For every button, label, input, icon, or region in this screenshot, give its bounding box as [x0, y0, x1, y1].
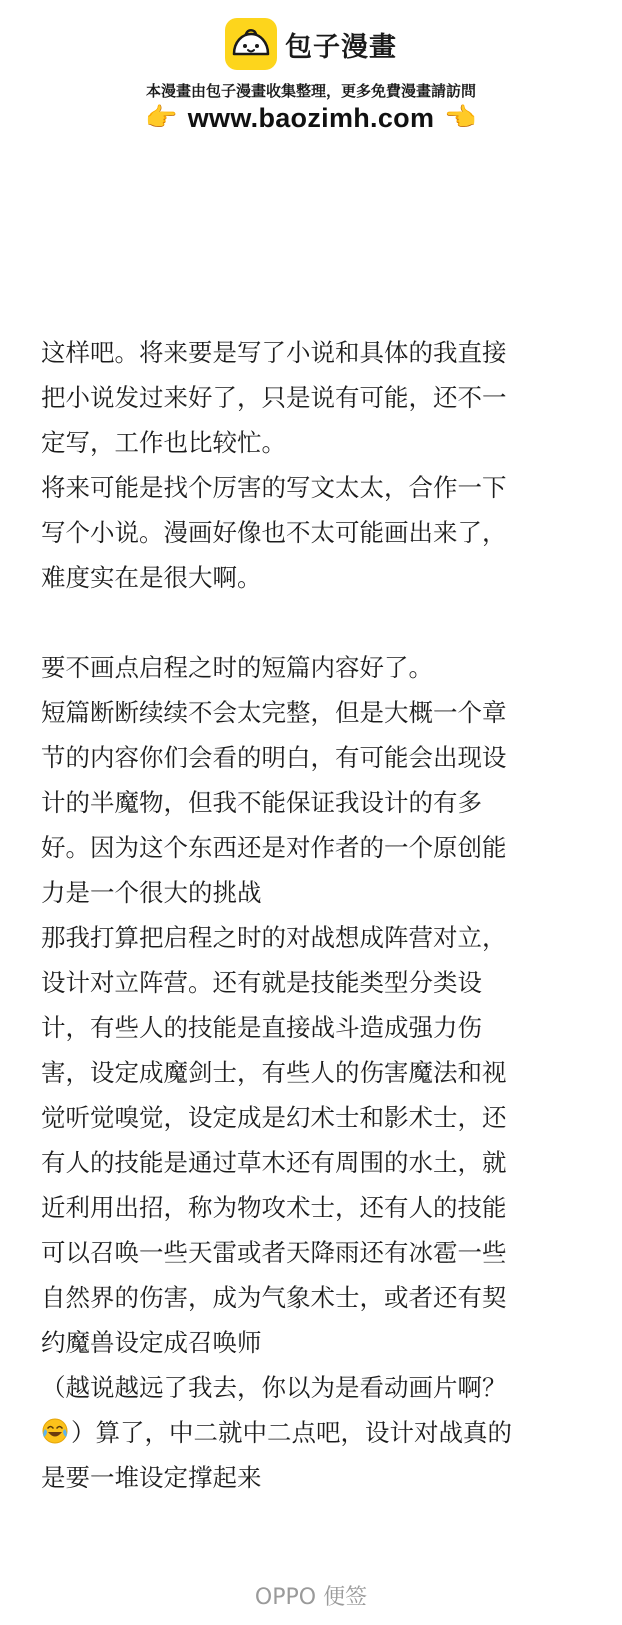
pointing-hand-icon: 👈	[444, 103, 477, 133]
note-line: 近利用出招，称为物攻术士，还有人的技能	[41, 1193, 507, 1222]
note-line: 难度实在是很大啊。	[41, 563, 262, 592]
watermark-banner	[0, 0, 622, 150]
note-line: 计的半魔物，但我不能保证我设计的有多	[41, 788, 482, 817]
note-line: 短篇断断续续不会太完整，但是大概一个章	[41, 698, 507, 727]
bun-logo-icon	[225, 18, 277, 70]
note-line: 是要一堆设定撑起来	[41, 1463, 262, 1492]
note-line: 好。因为这个东西还是对作者的一个原创能	[41, 833, 507, 862]
note-line: 自然界的伤害，成为气象术士，或者还有契	[41, 1283, 507, 1312]
note-body	[41, 330, 586, 1500]
note-line: 那我打算把启程之时的对战想成阵营对立，	[41, 923, 507, 952]
note-line: 约魔兽设定成召唤师	[41, 1328, 262, 1357]
note-line: 力是一个很大的挑战	[41, 878, 262, 907]
pointing-hand-icon: 👉	[145, 103, 178, 133]
url-row	[0, 101, 622, 135]
note-line-with-emoji	[41, 1410, 586, 1455]
site-notice: 本漫畫由包子漫畫收集整理，更多免費漫畫請訪問	[145, 82, 476, 100]
tears-of-joy-svg	[41, 1417, 69, 1445]
blank-line	[41, 600, 586, 645]
note-line: （越说越远了我去，你以为是看动画片啊？	[41, 1373, 507, 1402]
note-line: 有人的技能是通过草木还有周围的水土，就	[41, 1148, 507, 1177]
note-line: 设计对立阵营。还有就是技能类型分类设	[41, 968, 482, 997]
bun-logo-svg	[230, 24, 272, 64]
note-line: 写个小说。漫画好像也不太可能画出来了，	[41, 518, 507, 547]
note-line: 计，有些人的技能是直接战斗造成强力伤	[41, 1013, 482, 1042]
tears-of-joy-icon	[41, 1414, 69, 1459]
note-line: 节的内容你们会看的明白，有可能会出现设	[41, 743, 507, 772]
brand-name: 包子漫畫	[285, 31, 397, 63]
note-line: 要不画点启程之时的短篇内容好了。	[41, 653, 433, 682]
note-line: 把小说发过来好了，只是说有可能，还不一	[41, 383, 507, 412]
note-line: 定写，工作也比较忙。	[41, 428, 286, 457]
note-line: 可以召唤一些天雷或者天降雨还有冰雹一些	[41, 1238, 507, 1267]
note-line: 害，设定成魔剑士，有些人的伤害魔法和视	[41, 1058, 507, 1087]
app-footer-label: OPPO 便签	[254, 1585, 368, 1610]
site-url[interactable]: www.baozimh.com	[187, 102, 435, 133]
note-line: 将来可能是找个厉害的写文太太，合作一下	[41, 473, 507, 502]
brand-row	[0, 18, 622, 70]
note-line: 觉听觉嗅觉，设定成是幻术士和影术士，还	[41, 1103, 507, 1132]
note-line-text: ）算了，中二就中二点吧，设计对战真的	[71, 1418, 512, 1447]
note-line: 这样吧。将来要是写了小说和具体的我直接	[41, 338, 507, 367]
